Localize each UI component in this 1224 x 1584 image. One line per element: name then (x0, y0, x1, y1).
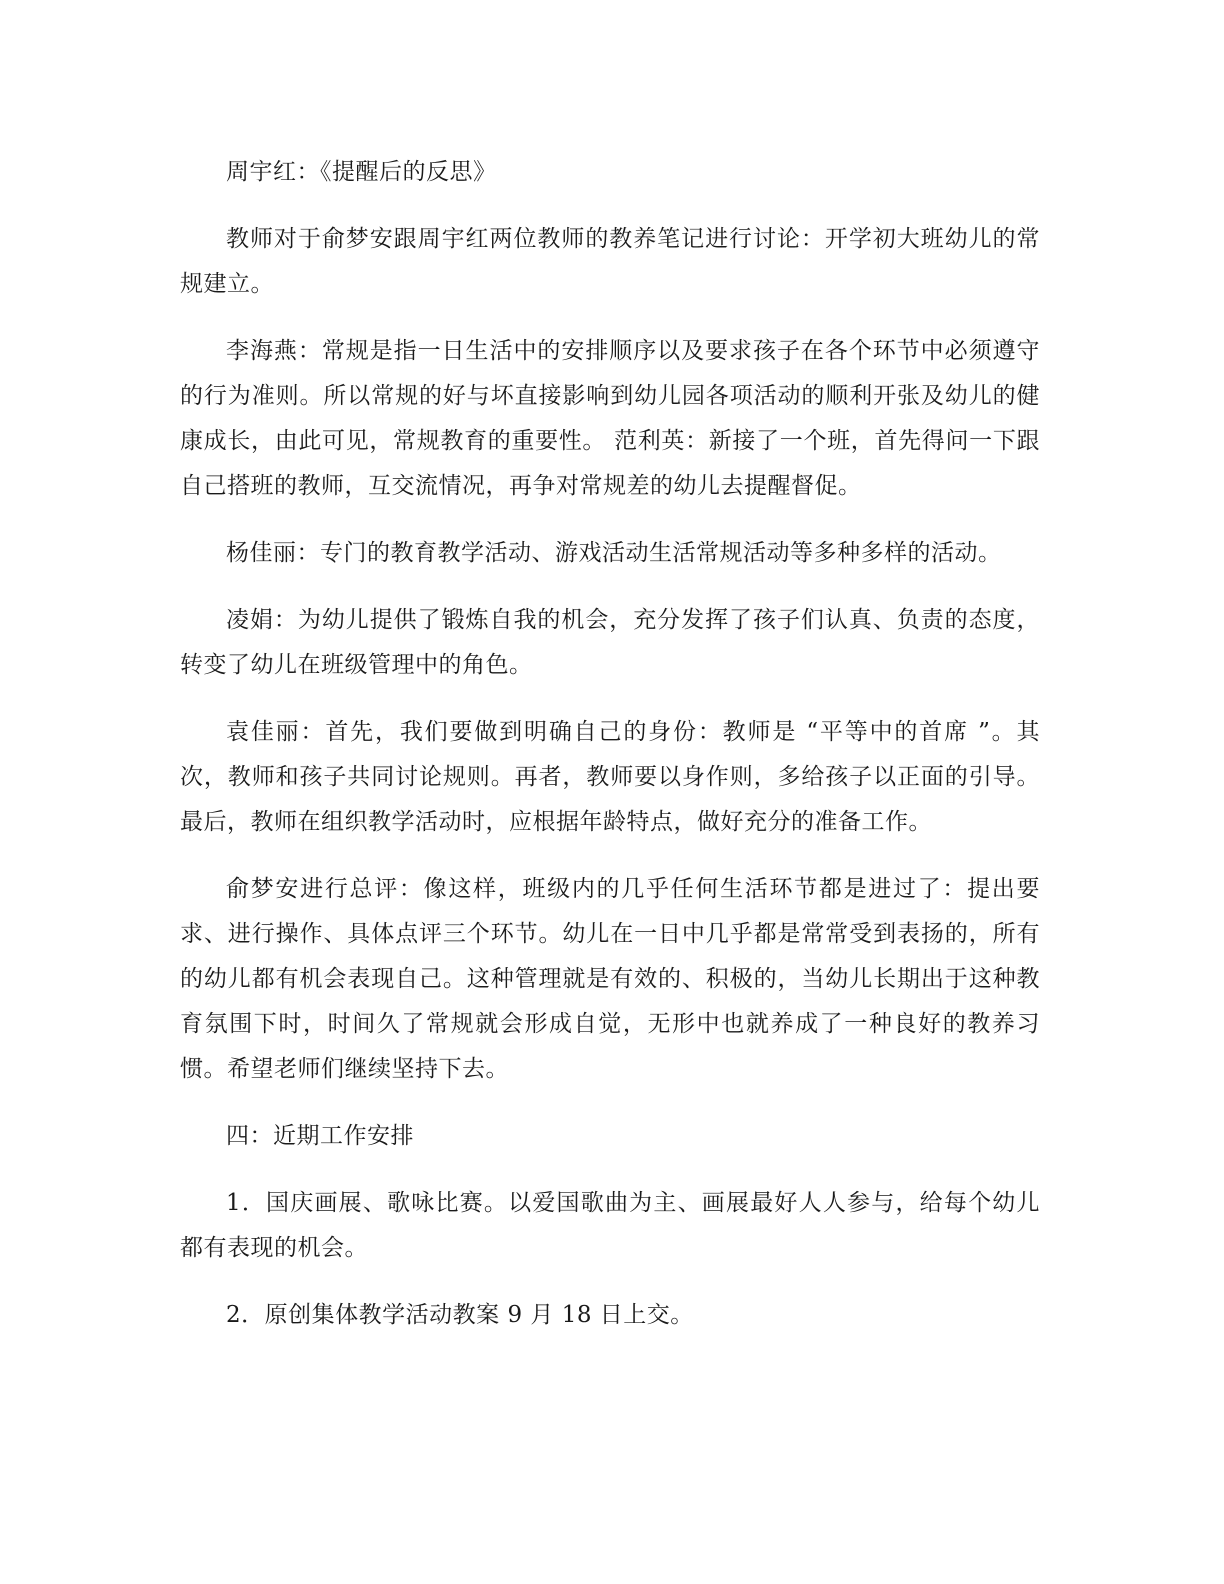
document-body (180, 150, 1040, 1360)
paragraph-discussion-intro: 教师对于俞梦安跟周宇红两位教师的教养笔记进行讨论：开学初大班幼儿的常规建立。 (180, 226, 1040, 297)
paragraph-yuan-jiali: 袁佳丽：首先，我们要做到明确自己的身份：教师是 “平等中的首席 ”。其次，教师和孩子共同讨论规则。再者，教师要以身作则，多给孩子以正面的引导。最后，教师在组织教学活动时，应根据年龄特点，做好充分的准备工作。 (180, 719, 1040, 835)
paragraph-ling-juan: 凌娟：为幼儿提供了锻炼自我的机会，充分发挥了孩子们认真、负责的态度，转变了幼儿在班级管理中的角色。 (180, 607, 1040, 678)
paragraph-heading-zhou: 周宇红：《提醒后的反思》 (226, 159, 497, 185)
paragraph-li-haiyan: 李海燕：常规是指一日生活中的安排顺序以及要求孩子在各个环节中必须遵守的行为准则。所以常规的好与坏直接影响到幼儿园各项活动的顺利开张及幼儿的健康成长，由此可见，常规教育的重要性。 范利英：新接了一个班，首先得问一下跟自己搭班的教师，互交流情况，再争对常规差的幼儿去提醒督促。 (180, 338, 1040, 499)
list-item-1: 1．国庆画展、歌咏比赛。以爱国歌曲为主、画展最好人人参与，给每个幼儿都有表现的机会。 (180, 1190, 1040, 1261)
paragraph-yang-jiali: 杨佳丽：专门的教育教学活动、游戏活动生活常规活动等多种多样的活动。 (226, 540, 1002, 566)
list-item-2: 2．原创集体教学活动教案 9 月 18 日上交。 (226, 1302, 694, 1328)
section-heading-work-plan: 四：近期工作安排 (226, 1123, 414, 1149)
paragraph-summary: 俞梦安进行总评：像这样，班级内的几乎任何生活环节都是进过了：提出要求、进行操作、具体点评三个环节。幼儿在一日中几乎都是常常受到表扬的，所有的幼儿都有机会表现自己。这种管理就是有效的、积极的，当幼儿长期出于这种教育氛围下时，时间久了常规就会形成自觉，无形中也就养成了一种良好的教养习惯。希望老师们继续坚持下去。 (180, 876, 1040, 1082)
